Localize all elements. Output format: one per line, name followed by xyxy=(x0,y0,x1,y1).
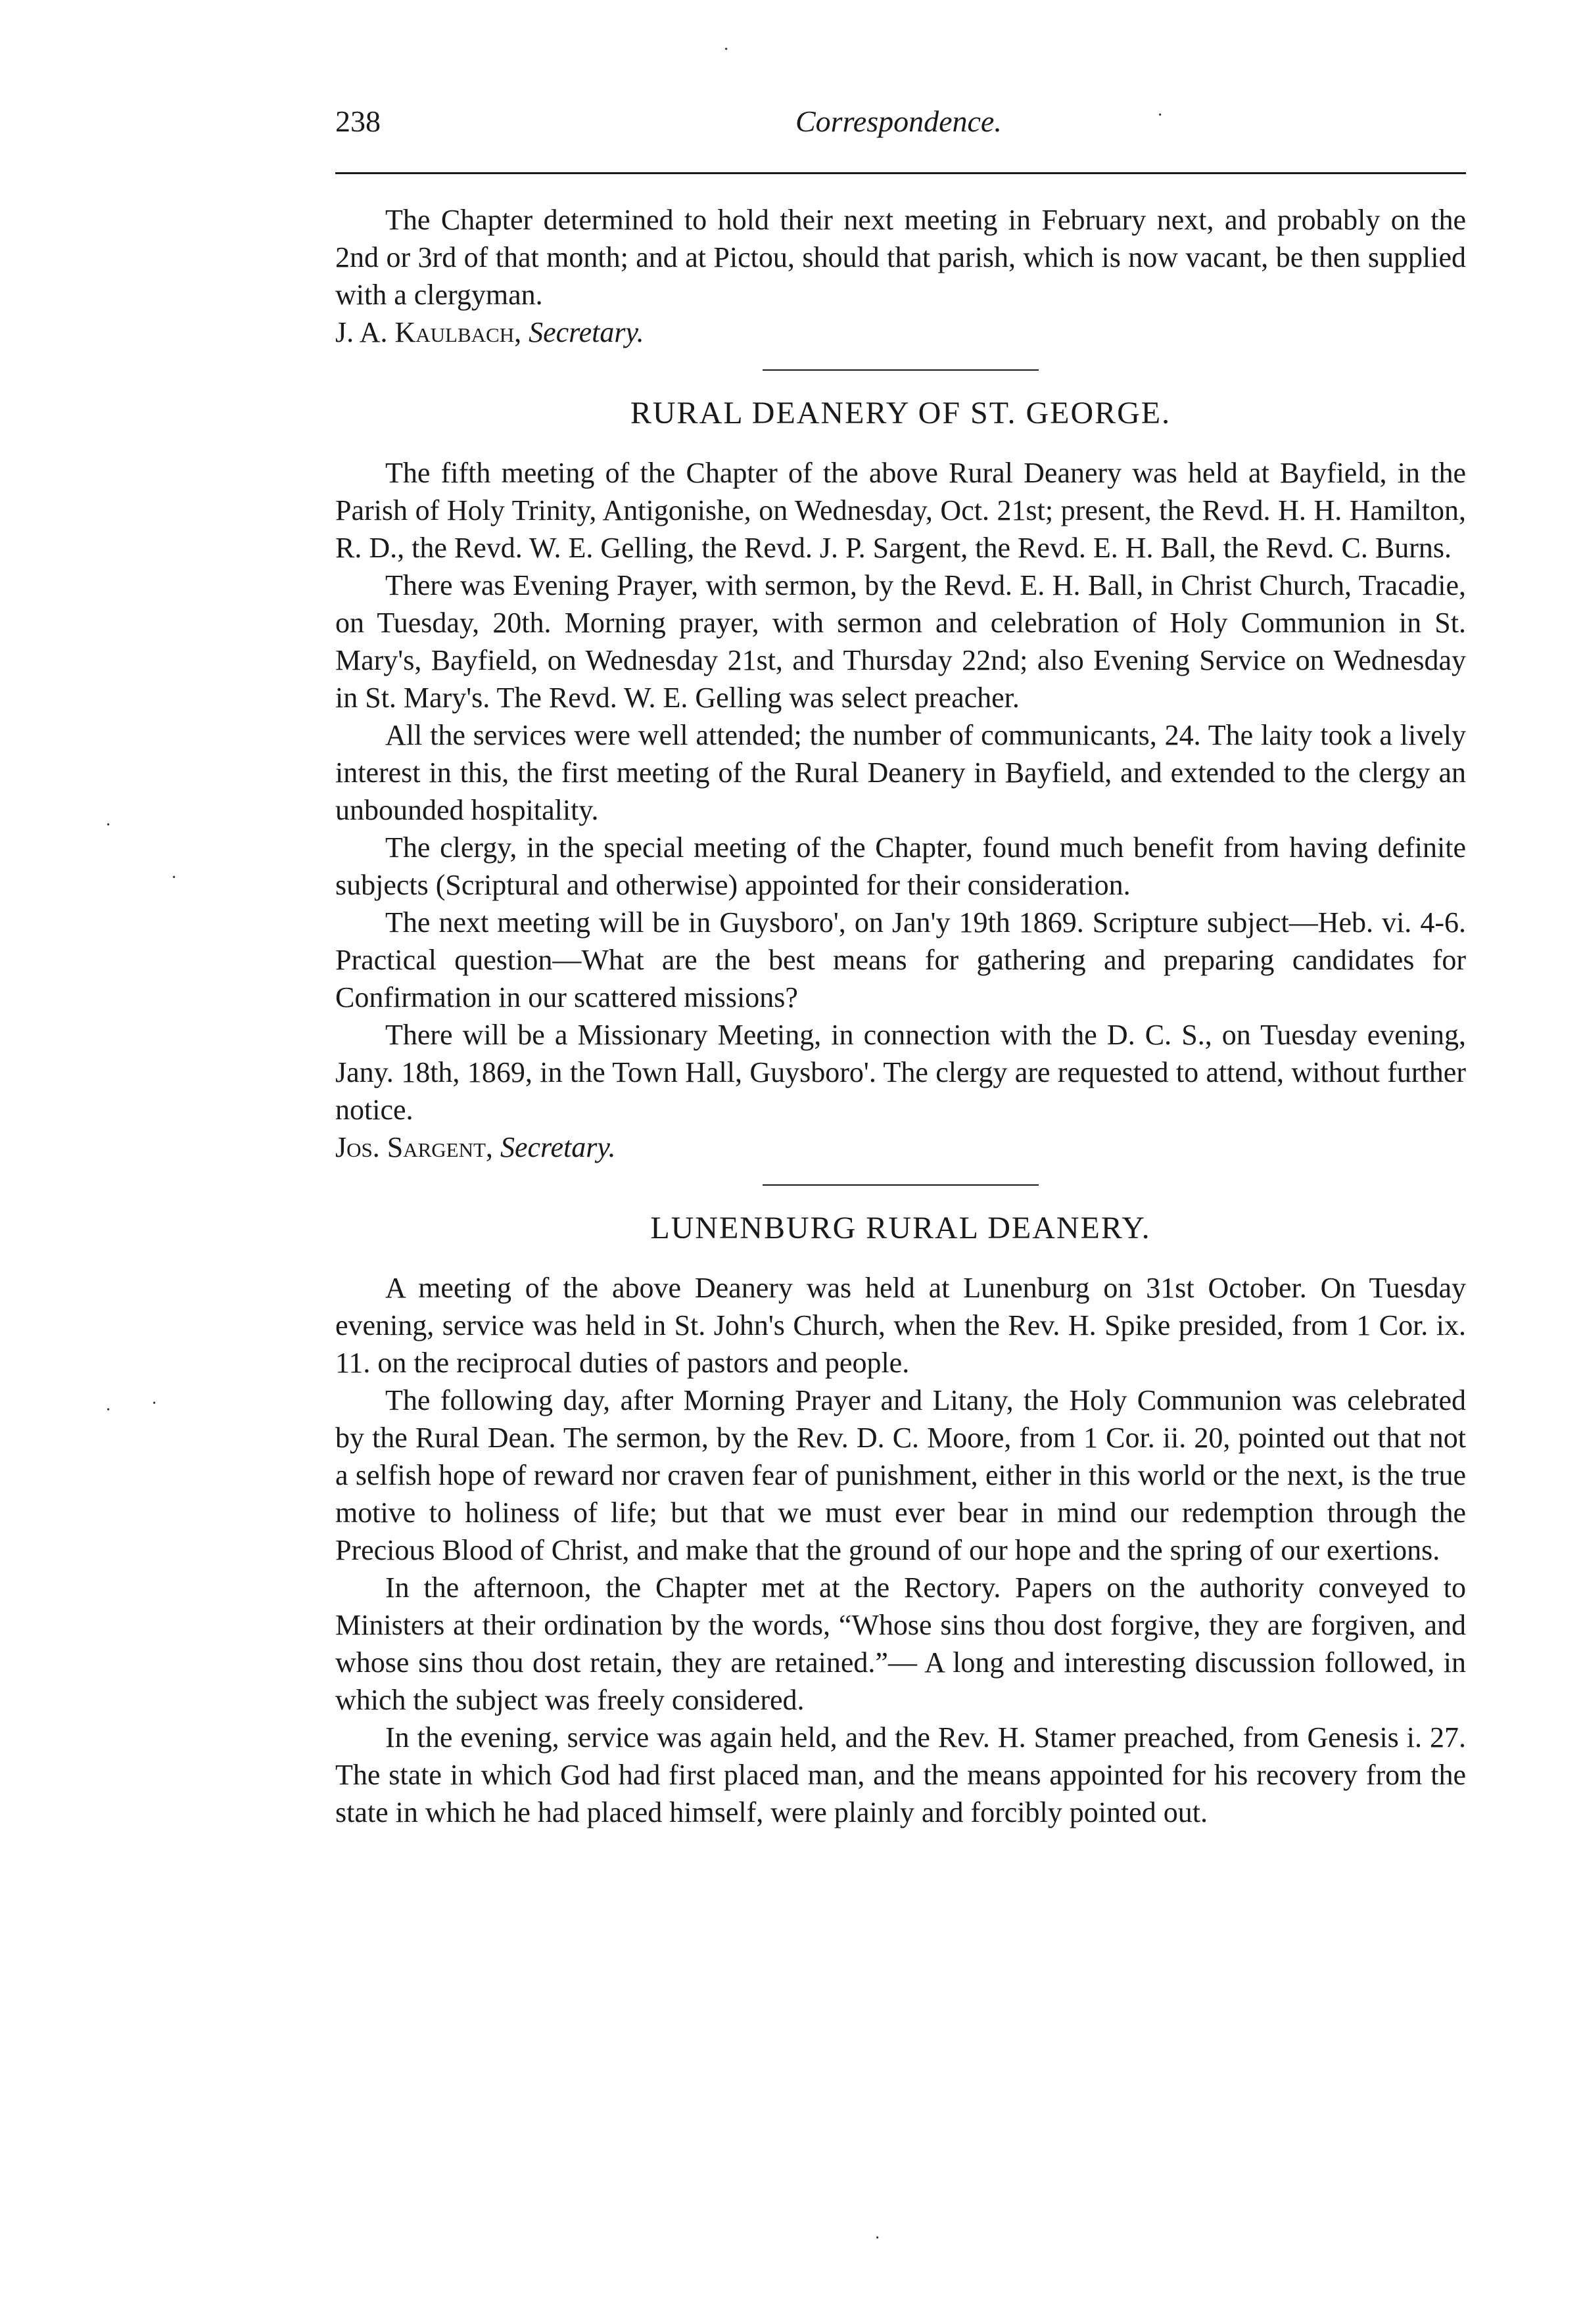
signature-role: Secretary. xyxy=(529,316,644,348)
running-head: Correspondence. xyxy=(795,105,1002,138)
paragraph: The next meeting will be in Guysboro', on Jan'y 19th 1869. Scripture subject—Heb. vi. 4-6. Practical question—What are the best means for gathering and preparing candidates for Confirmation in our scattered missions? xyxy=(335,906,1466,1013)
section-lunenburg xyxy=(335,1209,1466,1831)
header-rule xyxy=(335,172,1466,174)
signature xyxy=(335,1128,1466,1166)
paragraph: A meeting of the above Deanery was held at Lunenburg on 31st October. On Tuesday evening, service was held in St. John's Church, when the Rev. H. Spike presided, from 1 Cor. ix. 11. on the reciprocal duties of pastors and people. xyxy=(335,1272,1466,1379)
section-continuation xyxy=(335,201,1466,351)
scan-speck: · xyxy=(171,868,177,888)
paragraph: The Chapter determined to hold their next meeting in February next, and probably on the 2nd or 3rd of that month; and at Pictou, should that parish, which is now vacant, be then supplied with a clergyman. xyxy=(335,204,1466,311)
paragraph: All the services were well attended; the number of communicants, 24. The laity took a lively interest in this, the first meeting of the Rural Deanery in Bayfield, and extended to the clergy an unbounded hospitality. xyxy=(335,719,1466,826)
paragraph: The fifth meeting of the Chapter of the above Rural Deanery was held at Bayfield, in the Parish of Holy Trinity, Antigonishe, on Wednesday, Oct. 21st; present, the Revd. H. H. Hamilton, R. D., the Revd. W. E. Gelling, the Revd. J. P. Sargent, the Revd. E. H. Ball, the Revd. C. Burns. xyxy=(335,457,1466,564)
page-header xyxy=(335,104,1466,150)
paragraph: In the afternoon, the Chapter met at the Rectory. Papers on the authority conveyed to Ministers at their ordination by the words, “Whose sins thou dost forgive, they are forgiven, and whose sins thou dost retain, they are retained.”— A long and interesting discussion followed, in which the subject was freely considered. xyxy=(335,1571,1466,1716)
signature-name: J. A. Kaulbach, xyxy=(335,316,522,348)
signature-role: Secretary. xyxy=(500,1131,616,1163)
scan-speck: · xyxy=(105,1400,112,1420)
section-title: LUNENBURG RURAL DEANERY. xyxy=(650,1211,1151,1245)
signature-name: Jos. Sargent, xyxy=(335,1131,493,1163)
page-number: 238 xyxy=(335,105,381,138)
scan-speck: · xyxy=(105,815,112,835)
scan-speck: · xyxy=(723,39,730,60)
section-divider xyxy=(763,369,1039,371)
paragraph: In the evening, service was again held, and the Rev. H. Stamer preached, from Genesis i. 27. The state in which God had first placed man, and the means appointed for his recovery from the state in which he had placed himself, were plainly and forcibly pointed out. xyxy=(335,1721,1466,1828)
signature xyxy=(335,314,1466,351)
section-divider xyxy=(763,1184,1039,1186)
scan-speck: · xyxy=(1157,105,1164,126)
section-title: RURAL DEANERY OF ST. GEORGE. xyxy=(630,396,1171,430)
scan-speck: · xyxy=(151,1393,158,1414)
paragraph: The clergy, in the special meeting of the Chapter, found much benefit from having definite subjects (Scriptural and otherwise) appointed for their consideration. xyxy=(335,831,1466,901)
scan-speck: · xyxy=(874,2228,881,2248)
section-st-george xyxy=(335,394,1466,1166)
paragraph: There will be a Missionary Meeting, in connection with the D. C. S., on Tuesday evening, Jany. 18th, 1869, in the Town Hall, Guysboro'. The clergy are requested to attend, without further notice. xyxy=(335,1019,1466,1126)
page-content xyxy=(335,201,1466,1831)
paragraph: The following day, after Morning Prayer and Litany, the Holy Communion was celebrated by the Rural Dean. The sermon, by the Rev. D. C. Moore, from 1 Cor. ii. 20, pointed out that not a selfish hope of reward nor craven fear of punishment, either in this world or the next, is the true motive to holiness of life; but that we must ever bear in mind our redemption through the Precious Blood of Christ, and make that the ground of our hope and the spring of our exertions. xyxy=(335,1384,1466,1566)
paragraph: There was Evening Prayer, with sermon, by the Revd. E. H. Ball, in Christ Church, Tracadie, on Tuesday, 20th. Morning prayer, with sermon and celebration of Holy Communion in St. Mary's, Bayfield, on Wednesday 21st, and Thursday 22nd; also Evening Service on Wednesday in St. Mary's. The Revd. W. E. Gelling was select preacher. xyxy=(335,569,1466,714)
